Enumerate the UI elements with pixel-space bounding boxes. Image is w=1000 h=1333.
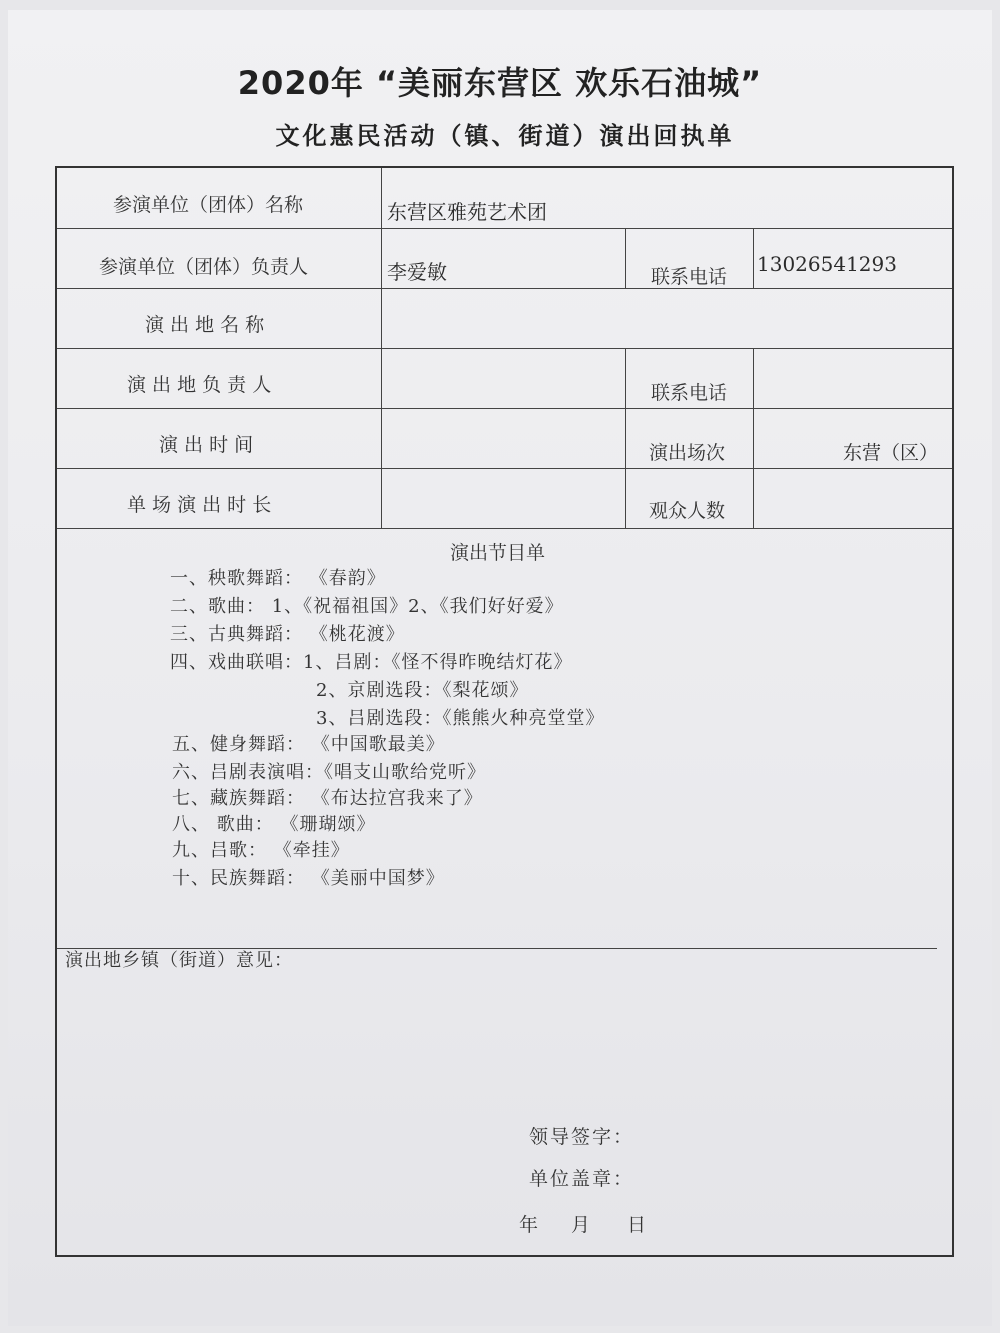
program-item: 八、 歌曲： 《珊瑚颂》 — [172, 814, 376, 835]
venue-phone-label: 联系电话 — [651, 382, 728, 404]
stamp-label: 单位盖章： — [529, 1168, 635, 1190]
time-label: 演 出 时 间 — [159, 434, 254, 456]
column-divider — [625, 228, 626, 288]
row-divider — [57, 348, 952, 349]
unit-leader-label: 参演单位（团体）负责人 — [99, 256, 309, 278]
unit-name-label: 参演单位（团体）名称 — [113, 194, 304, 216]
row-divider — [57, 468, 952, 469]
unit-leader-field[interactable]: 李爱敏 — [387, 260, 447, 284]
row-divider — [57, 228, 952, 229]
venue-name-label: 演 出 地 名 称 — [145, 314, 265, 336]
program-item: 四、戏曲联唱：1、吕剧：《怪不得昨晚结灯花》 — [170, 652, 573, 673]
unit-phone-field[interactable]: 13026541293 — [757, 252, 897, 276]
row-divider — [57, 288, 952, 289]
sessions-field[interactable]: 东营（区） — [843, 442, 939, 464]
column-divider — [753, 228, 754, 288]
date-day: 日 — [627, 1214, 649, 1236]
program-item: 七、藏族舞蹈： 《布达拉宫我来了》 — [172, 788, 483, 809]
program-item: 九、吕歌： 《牵挂》 — [172, 840, 350, 861]
opinion-label: 演出地乡镇（街道）意见： — [65, 950, 293, 971]
program-item: 三、古典舞蹈： 《桃花渡》 — [170, 624, 405, 645]
program-item: 十、民族舞蹈： 《美丽中国梦》 — [172, 868, 445, 889]
program-item: 二、歌曲： 1、《祝福祖国》2、《我们好好爱》 — [170, 596, 564, 617]
unit-name-field[interactable]: 东营区雅苑艺术团 — [387, 200, 547, 224]
receipt-form — [55, 166, 954, 1257]
column-divider — [381, 168, 382, 528]
program-title: 演出节目单 — [450, 542, 546, 564]
row-divider — [57, 408, 952, 409]
date-year: 年 — [519, 1214, 541, 1236]
document-title: 2020年 “美丽东营区 欢乐石油城” — [237, 64, 763, 102]
sessions-label: 演出场次 — [649, 442, 726, 464]
program-item: 一、秧歌舞蹈： 《春韵》 — [170, 568, 386, 589]
program-item: 六、吕剧表演唱：《唱支山歌给党听》 — [172, 762, 486, 783]
duration-label: 单 场 演 出 时 长 — [127, 494, 272, 516]
column-divider — [753, 348, 754, 528]
program-item: 2、京剧选段：《梨花颂》 — [316, 680, 529, 701]
document-subtitle: 文化惠民活动（镇、街道）演出回执单 — [275, 122, 735, 150]
program-item: 3、吕剧选段：《熊熊火种亮堂堂》 — [316, 708, 605, 729]
signature-label: 领导签字： — [529, 1126, 635, 1148]
audience-label: 观众人数 — [649, 500, 726, 522]
row-divider — [57, 528, 952, 529]
column-divider — [625, 348, 626, 528]
unit-phone-label: 联系电话 — [651, 266, 728, 288]
program-item: 五、健身舞蹈： 《中国歌最美》 — [172, 734, 445, 755]
date-month: 月 — [571, 1214, 593, 1236]
venue-leader-label: 演 出 地 负 责 人 — [127, 374, 272, 396]
